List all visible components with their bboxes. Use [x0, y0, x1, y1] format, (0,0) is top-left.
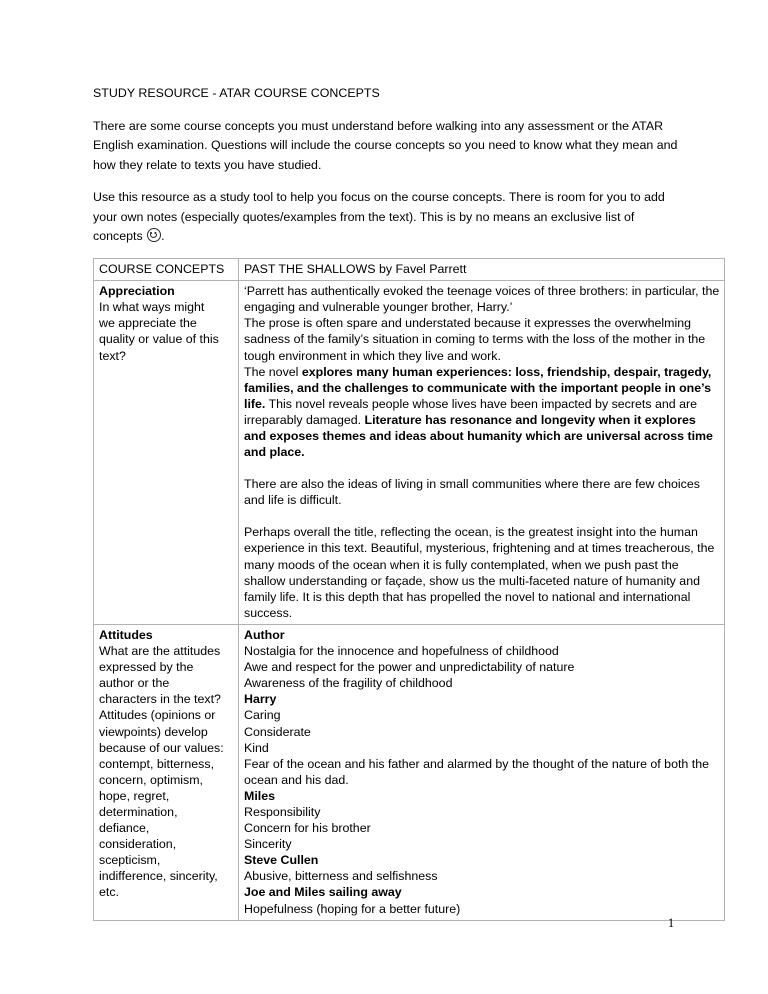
intro-paragraph-2-period: .: [161, 229, 165, 244]
document-body: [93, 84, 724, 921]
content-cell-attitudes: [239, 624, 725, 920]
table-row: [94, 281, 725, 625]
page-number: 1: [667, 916, 675, 930]
attitudes-heading-harry: Harry: [244, 692, 277, 707]
attitudes-line: Kind: [244, 740, 269, 755]
table-header-row: [94, 259, 725, 281]
seg-novel-lead: The novel: [244, 364, 302, 379]
concept-title: Attitudes: [99, 627, 153, 642]
attitudes-line: Caring: [244, 708, 281, 723]
appreciation-paragraph-2: There are also the ideas of living in small communities where there are few choices and life is difficult.: [244, 477, 700, 508]
prompt-line: author or the: [99, 676, 170, 691]
seg-bold-experiences: explores many human experiences: loss, friendship, despair, tragedy, families, and the challenges to communicate with the important people in one’s life.: [244, 364, 712, 411]
seg-bold-literature: Literature has resonance and longevity when it explores and exposes themes and ideas about humanity which are universal across time and place.: [244, 412, 713, 460]
attitudes-line: Awe and respect for the power and unpredictability of nature: [244, 660, 575, 675]
content-cell-appreciation: [239, 281, 725, 625]
paragraph-spacer: [244, 508, 720, 524]
attitudes-line: Sincerity: [244, 837, 292, 852]
prompt-line: What are the attitudes: [99, 644, 221, 659]
prompt-line: because of our values:: [99, 740, 224, 755]
appreciation-paragraph-3: Perhaps overall the title, reflecting the ocean, is the greatest insight into the human experience in this text. Beautiful, mysterious, frightening and at times treacherous, the many moods of the ocean when it is fully contemplated, when we push past the shallow understanding or façade, show us the multi-faceted nature of humanity and family life. It is this depth that has propelled the novel to national and international success.: [244, 525, 715, 620]
table-header-text-title: PAST THE SHALLOWS by Favel Parrett: [239, 259, 725, 281]
attitudes-line: Responsibility: [244, 804, 321, 819]
attitudes-heading-miles: Miles: [244, 788, 275, 803]
intro-paragraph-2-text: Use this resource as a study tool to help you focus on the course concepts. There is room for you to add your own notes (especially quotes/examples from the text). This is by no means an exclusive list of concepts: [93, 190, 665, 244]
page-footer: [0, 916, 768, 931]
appreciation-rich-block: [244, 283, 720, 460]
intro-paragraph-2: [93, 188, 685, 247]
attitudes-heading-steve-cullen: Steve Cullen: [244, 853, 319, 868]
concept-prompt-appreciation: [99, 299, 234, 363]
attitudes-heading-joe-and-miles: Joe and Miles sailing away: [244, 885, 402, 900]
prompt-line: quality or value of this: [99, 332, 219, 347]
prompt-line: determination,: [99, 804, 178, 819]
prompt-line: text?: [99, 348, 126, 363]
table-header-course-concepts: COURSE CONCEPTS: [94, 259, 239, 281]
paragraph-spacer: [244, 460, 720, 476]
attitudes-line: Awareness of the fragility of childhood: [244, 676, 453, 691]
intro-paragraph-1: There are some course concepts you must understand before walking into any assessment or the ATAR English examination. Questions will include the course concepts so you need to know what they mean and how they relate to texts you have studied.: [93, 118, 678, 172]
concept-title: Appreciation: [99, 284, 175, 299]
seg-secrets: This novel reveals people whose lives have been impacted by secrets and are irreparably damaged.: [244, 396, 697, 427]
prompt-line: viewpoints) develop: [99, 724, 208, 739]
attitudes-line: Hopefulness (hoping for a better future): [244, 901, 461, 916]
course-concepts-table: [93, 258, 725, 921]
concept-cell-appreciation: [94, 281, 239, 625]
prompt-line: characters in the text?: [99, 692, 221, 707]
attitudes-line: Considerate: [244, 724, 311, 739]
appreciation-paragraph-1: [244, 283, 720, 460]
attitudes-line: Abusive, bitterness and selfishness: [244, 869, 438, 884]
prompt-line: expressed by the: [99, 660, 194, 675]
prompt-line: In what ways might: [99, 300, 205, 315]
smiley-face-icon: [147, 228, 161, 242]
concept-prompt-attitudes: [99, 643, 234, 901]
prompt-line: contempt, bitterness,: [99, 756, 215, 771]
prompt-line: defiance,: [99, 821, 150, 836]
table-row: [94, 624, 725, 920]
prompt-line: we appreciate the: [99, 316, 197, 331]
attitudes-line: Nostalgia for the innocence and hopefulness of childhood: [244, 644, 559, 659]
prompt-line: consideration,: [99, 837, 177, 852]
prompt-line: scepticism,: [99, 853, 161, 868]
attitudes-heading-author: Author: [244, 627, 285, 642]
prompt-line: hope, regret,: [99, 788, 170, 803]
attitudes-line: Concern for his brother: [244, 821, 371, 836]
attitudes-line: Fear of the ocean and his father and alarmed by the thought of the nature of both the ocean and his dad.: [244, 756, 709, 787]
attitudes-list: [244, 627, 720, 917]
seg-quote: ‘Parrett has authentically evoked the teenage voices of three brothers: in particular, the engaging and vulnerable younger brother, Harry.’: [244, 284, 720, 315]
prompt-line: indifference, sincerity,: [99, 869, 218, 884]
page-title: STUDY RESOURCE - ATAR COURSE CONCEPTS: [93, 86, 380, 100]
prompt-line: Attitudes (opinions or: [99, 708, 216, 723]
concept-cell-attitudes: [94, 624, 239, 920]
seg-prose: The prose is often spare and understated because it expresses the overwhelming sadness of the family’s situation in coming to terms with the loss of the mother in the tough environment in which they live and work.: [244, 316, 706, 363]
table-body: [94, 259, 725, 921]
prompt-line: etc.: [99, 885, 119, 900]
prompt-line: concern, optimism,: [99, 772, 203, 787]
